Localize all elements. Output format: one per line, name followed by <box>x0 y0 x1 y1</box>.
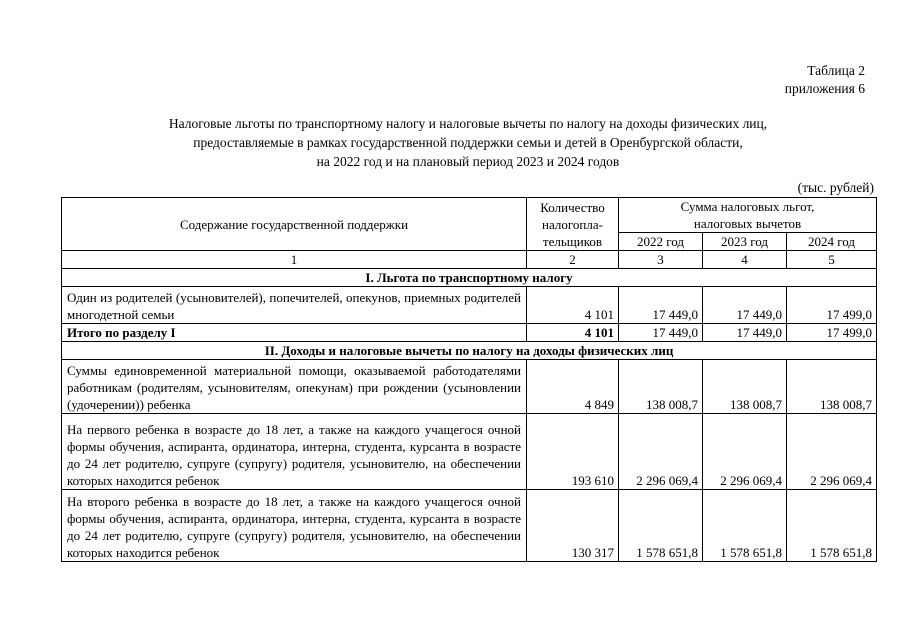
title-line-3: на 2022 год и на плановый период 2023 и 2024 годов <box>316 154 620 169</box>
table-reference <box>785 62 865 98</box>
row-value-2023: 17 449,0 <box>703 287 787 324</box>
column-number: 1 <box>62 251 527 269</box>
row-description: На первого ребенка в возрасте до 18 лет, а также на каждого учащегося очной формы обучения, аспиранта, ординатора, интерна, студента, курсанта в возрасте до 24 лет родителю, супруге (супругу) родителя, усыновителю, на обеспечении которых находится ребенок <box>62 414 527 490</box>
header-sum-line-2: налоговых вычетов <box>693 216 802 231</box>
header-year-2023: 2023 год <box>703 233 787 251</box>
row-description: Один из родителей (усыновителей), попечителей, опекунов, приемных родителей многодетной семьи <box>62 287 527 324</box>
title-line-2: предоставляемые в рамках государственной поддержки семьи и детей в Оренбургской области, <box>193 135 743 150</box>
row-description: На второго ребенка в возрасте до 18 лет, а также на каждого учащегося очной формы обучения, аспиранта, ординатора, интерна, студента, курсанта в возрасте до 24 лет родителю, супруге (супругу) родителя, усыновителю, на обеспечении которых находится ребенок <box>62 490 527 562</box>
header-count-line-2: налогопла- <box>542 216 603 232</box>
row-value-2024: 2 296 069,4 <box>787 414 877 490</box>
header-sum-line-1: Сумма налоговых льгот, <box>680 199 815 214</box>
row-count: 193 610 <box>527 414 619 490</box>
section-2-heading: II. Доходы и налоговые вычеты по налогу на доходы физических лиц <box>62 342 877 360</box>
row-value-2023: 2 296 069,4 <box>703 414 787 490</box>
row-value-2024: 1 578 651,8 <box>787 490 877 562</box>
row-value-2022: 2 296 069,4 <box>619 414 703 490</box>
column-number: 4 <box>703 251 787 269</box>
header-count-line-3: тельщиков <box>542 233 603 249</box>
header-year-2024: 2024 год <box>787 233 877 251</box>
row-value-2023: 138 008,7 <box>703 360 787 414</box>
total-label: Итого по разделу I <box>62 324 527 342</box>
column-number-row <box>62 251 877 269</box>
total-row <box>62 324 877 342</box>
row-value-2023: 1 578 651,8 <box>703 490 787 562</box>
header-year-2022: 2022 год <box>619 233 703 251</box>
header-sum <box>619 198 877 233</box>
header-content: Содержание государственной поддержки <box>62 198 527 251</box>
title-line-1: Налоговые льготы по транспортному налогу и налоговые вычеты по налогу на доходы физических лиц, <box>168 116 768 131</box>
support-table <box>61 197 877 562</box>
section-1-heading: I. Льгота по транспортному налогу <box>62 269 877 287</box>
row-count: 4 101 <box>527 287 619 324</box>
table-row <box>62 360 877 414</box>
row-value-2024: 138 008,7 <box>787 360 877 414</box>
total-count: 4 101 <box>527 324 619 342</box>
total-value-2023: 17 449,0 <box>703 324 787 342</box>
column-number: 2 <box>527 251 619 269</box>
table-row <box>62 287 877 324</box>
table-number: Таблица 2 <box>807 63 865 78</box>
row-value-2024: 17 499,0 <box>787 287 877 324</box>
units-label: (тыс. рублей) <box>797 180 874 195</box>
section-heading-row <box>62 269 877 287</box>
row-value-2022: 17 449,0 <box>619 287 703 324</box>
column-number: 3 <box>619 251 703 269</box>
appendix-number: приложения 6 <box>784 81 865 96</box>
section-heading-row <box>62 342 877 360</box>
row-value-2022: 1 578 651,8 <box>619 490 703 562</box>
row-count: 130 317 <box>527 490 619 562</box>
table-row <box>62 414 877 490</box>
header-row-1 <box>62 198 877 233</box>
header-count-line-1: Количество <box>540 199 605 215</box>
row-value-2022: 138 008,7 <box>619 360 703 414</box>
table-row <box>62 490 877 562</box>
header-count <box>527 198 619 251</box>
row-description: Суммы единовременной материальной помощи, оказываемой работодателями работникам (родителям, усыновителям, опекунам) при рождении (усыновлении (удочерении)) ребенка <box>62 360 527 414</box>
row-count: 4 849 <box>527 360 619 414</box>
total-value-2024: 17 499,0 <box>787 324 877 342</box>
column-number: 5 <box>787 251 877 269</box>
total-value-2022: 17 449,0 <box>619 324 703 342</box>
document-title <box>61 114 875 171</box>
